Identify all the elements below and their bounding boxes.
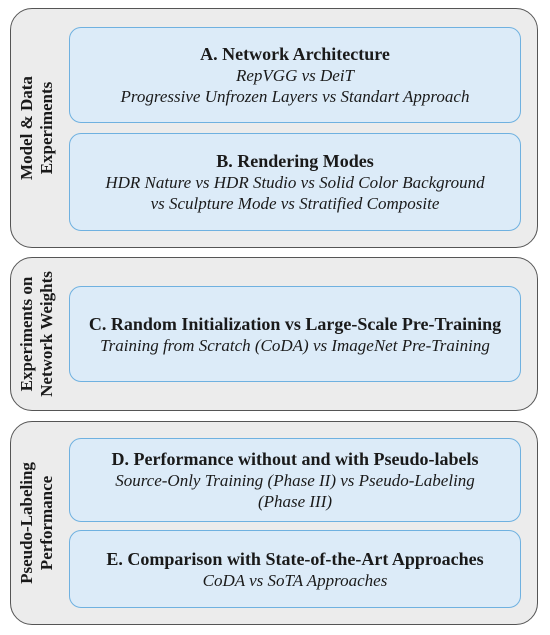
group-label-line: Experiments on xyxy=(17,276,36,392)
card-subtitle-line: Progressive Unfrozen Layers vs Standart Approach xyxy=(120,87,470,106)
group-label-line: Performance xyxy=(37,475,56,571)
card-subtitle-line: HDR Nature vs HDR Studio vs Solid Color Background xyxy=(105,173,485,192)
group-pseudo-labeling-performance xyxy=(10,421,538,625)
card-subtitle-line: vs Sculpture Mode vs Stratified Composite xyxy=(150,194,440,213)
card-sota-comparison xyxy=(69,530,521,608)
group-model-data-experiments xyxy=(10,8,538,248)
group-label xyxy=(11,258,63,410)
card-subtitle-line: Source-Only Training (Phase II) vs Pseudo-Labeling xyxy=(115,471,475,490)
card-title: C. Random Initialization vs Large-Scale Pre-Training xyxy=(88,313,502,334)
card-subtitle-line: CoDA vs SoTA Approaches xyxy=(202,570,388,590)
card-title: B. Rendering Modes xyxy=(216,151,374,171)
card-subtitle-line: (Phase III) xyxy=(257,492,333,511)
card-network-architecture xyxy=(69,27,521,123)
group-label-line: Experiments xyxy=(37,81,56,175)
group-label-line: Network Weights xyxy=(37,271,56,397)
card-subtitle-line: Training from Scratch (CoDA) vs ImageNet Pre-Training xyxy=(100,335,490,355)
card-title: A. Network Architecture xyxy=(200,44,390,64)
group-experiments-network-weights xyxy=(10,257,538,411)
card-title: D. Performance without and with Pseudo-labels xyxy=(111,449,479,469)
card-rendering-modes xyxy=(69,133,521,231)
card-title: E. Comparison with State-of-the-Art Approaches xyxy=(106,548,484,569)
group-label xyxy=(11,422,63,624)
card-subtitle-line: RepVGG vs DeiT xyxy=(235,66,355,85)
card-random-init-vs-pretraining xyxy=(69,286,521,382)
group-label-line: Model & Data xyxy=(17,76,36,180)
group-label xyxy=(11,9,63,247)
group-label-line: Pseudo-Labeling xyxy=(17,462,36,584)
card-pseudo-labels-performance xyxy=(69,438,521,522)
